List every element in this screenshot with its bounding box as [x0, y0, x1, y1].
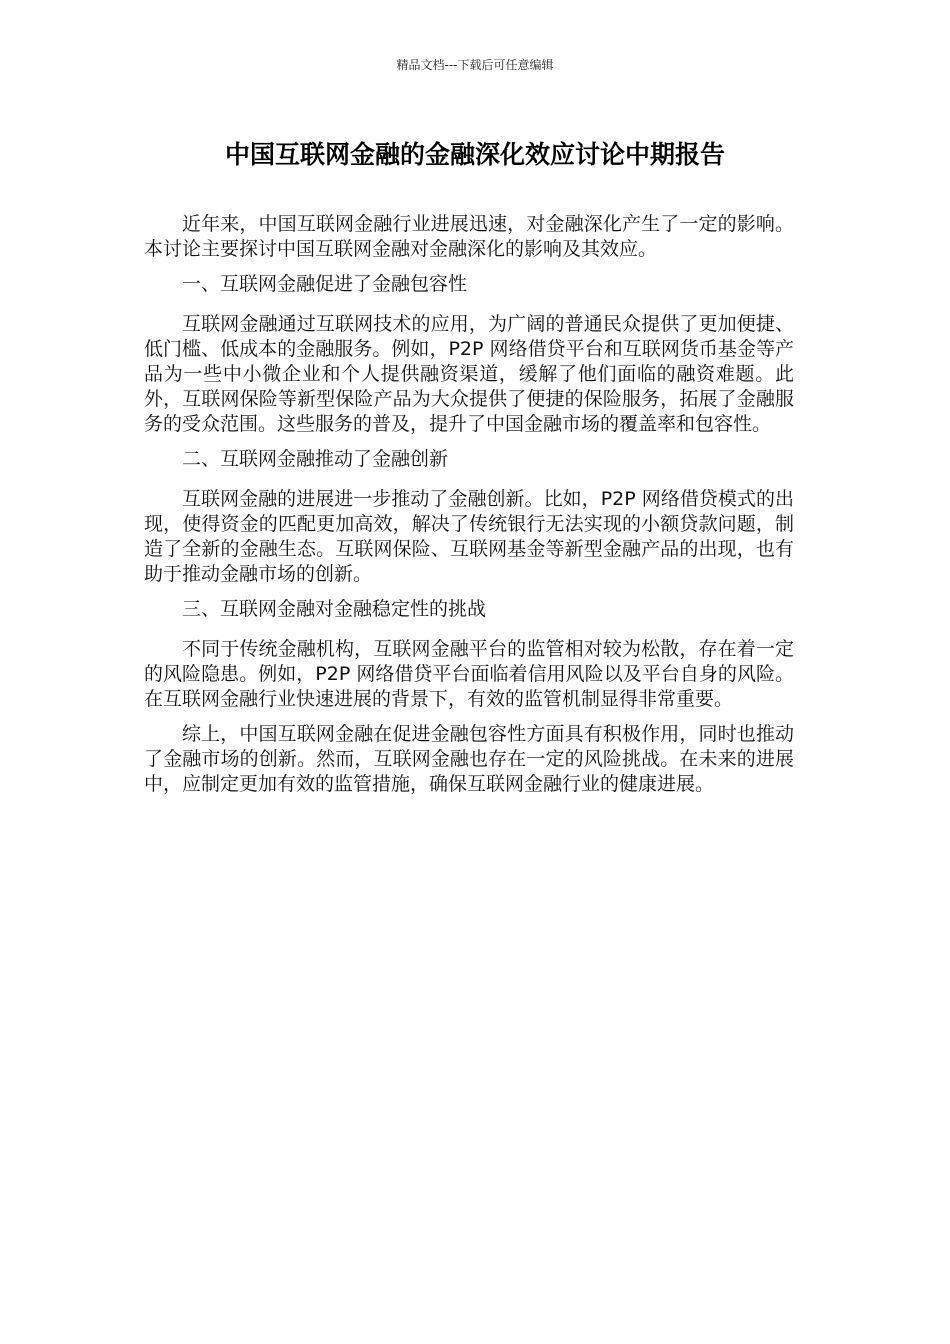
section-paragraph-innovation: 互联网金融的进展进一步推动了金融创新。比如，P2P 网络借贷模式的出现，使得资金的匹配更加高效，解决了传统银行无法实现的小额贷款问题，制造了全新的金融生态。互联网保险、互联网基金等新型金融产品的出现，也有助于推动金融市场的创新。	[144, 488, 794, 585]
section-heading-stability: 三、互联网金融对金融稳定性的挑战	[182, 598, 487, 620]
section-heading-inclusion: 一、互联网金融促进了金融包容性	[182, 273, 468, 295]
section-heading-innovation: 二、互联网金融推动了金融创新	[182, 448, 449, 470]
document-body	[144, 212, 794, 807]
intro-paragraph: 近年来，中国互联网金融行业进展迅速，对金融深化产生了一定的影响。本讨论主要探讨中国互联网金融对金融深化的影响及其效应。	[144, 213, 794, 260]
section-paragraph-stability: 不同于传统金融机构，互联网金融平台的监管相对较为松散，存在着一定的风险隐患。例如，P2P 网络借贷平台面临着信用风险以及平台自身的风险。在互联网金融行业快速进展的背景下，有效的监管机制显得非常重要。	[144, 638, 794, 710]
conclusion-paragraph: 综上，中国互联网金融在促进金融包容性方面具有积极作用，同时也推动了金融市场的创新。然而，互联网金融也存在一定的风险挑战。在未来的进展中，应制定更加有效的监管措施，确保互联网金融行业的健康进展。	[144, 723, 794, 795]
section-paragraph-inclusion: 互联网金融通过互联网技术的应用，为广阔的普通民众提供了更加便捷、低门槛、低成本的金融服务。例如，P2P 网络借贷平台和互联网货币基金等产品为一些中小微企业和个人提供融资渠道，缓解了他们面临的融资难题。此外，互联网保险等新型保险产品为大众提供了便捷的保险服务，拓展了金融服务的受众范围。这些服务的普及，提升了中国金融市场的覆盖率和包容性。	[144, 313, 794, 435]
page-header: 精品文档---下载后可任意编辑	[396, 58, 554, 72]
document-title: 中国互联网金融的金融深化效应讨论中期报告	[224, 140, 725, 169]
